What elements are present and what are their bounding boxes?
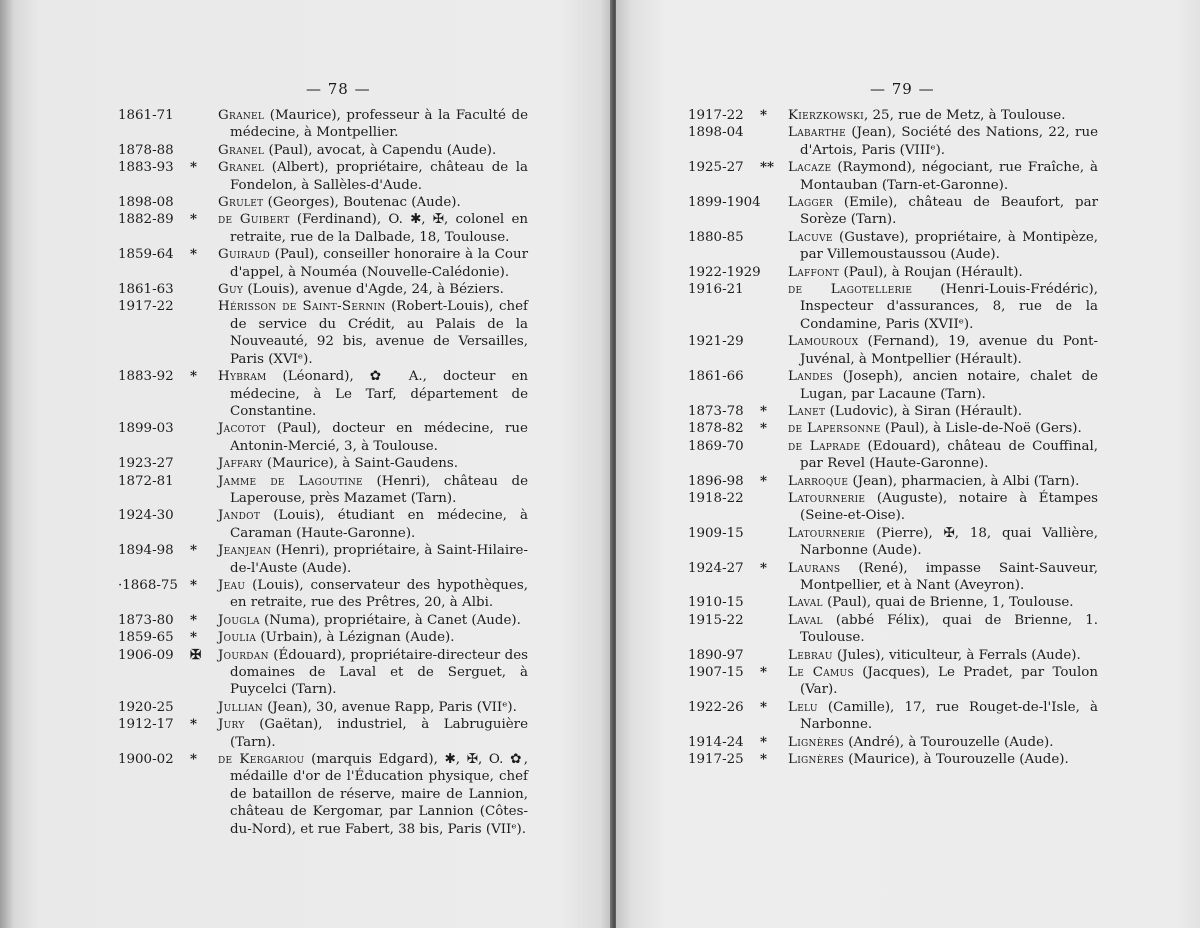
entry-years: 1873-80: [118, 612, 174, 628]
entry-text: [218, 473, 528, 508]
entry-name: de Laprade: [788, 438, 861, 454]
entry-years: 1910-15: [688, 595, 744, 611]
entry-mark: *: [190, 246, 198, 263]
entry-details: (Jean), 30, avenue Rapp, Paris (VIIᵉ).: [262, 699, 517, 715]
entry-mark: *: [760, 751, 768, 768]
entry-years: 1922-26: [688, 699, 744, 715]
entry-mark: ✠: [190, 646, 202, 663]
entry-details: (Ludovic), à Siran (Hérault).: [825, 403, 1022, 419]
entry-name: Lacuve: [788, 229, 833, 245]
entry-name: Granel: [218, 160, 265, 176]
list-item: [688, 525, 1098, 560]
entry-name: Jullian: [218, 699, 263, 715]
entry-years: 1906-09: [118, 647, 174, 663]
entry-mark: *: [190, 542, 198, 559]
entry-years: 1924-30: [118, 508, 174, 524]
list-item: [118, 612, 528, 629]
entry-name: Granel: [218, 108, 265, 123]
entry-mark: *: [760, 733, 768, 750]
entry-years: 1894-98: [118, 543, 174, 559]
entry-text: [788, 264, 1098, 281]
entry-text: [218, 420, 528, 455]
entry-text: [218, 577, 528, 612]
entry-text: [218, 107, 528, 142]
entry-years: 1921-29: [688, 334, 744, 350]
list-item: [688, 647, 1098, 664]
entry-mark: *: [190, 211, 198, 228]
entry-details: (Ferdinand), O. ✱, ✠, colonel en retraite, rue de la Dalbade, 18, Toulouse.: [230, 212, 528, 245]
entry-text: [788, 699, 1098, 734]
right-page: [616, 0, 1200, 928]
list-item: [688, 734, 1098, 751]
list-item: [688, 664, 1098, 699]
entry-name: Lelu: [788, 699, 818, 715]
entry-mark: *: [760, 559, 768, 576]
entry-name: Lamouroux: [788, 334, 859, 350]
entry-mark: *: [760, 472, 768, 489]
entry-details: (Joseph), ancien notaire, chalet de Lugan, par Lacaune (Tarn).: [800, 369, 1098, 402]
entry-years: 1899-03: [118, 421, 174, 437]
entry-text: [788, 612, 1098, 647]
entry-name: de Lagotellerie: [788, 282, 913, 298]
entry-name: Jacotot: [218, 421, 266, 437]
entry-text: [218, 542, 528, 577]
entry-name: Laffont: [788, 264, 840, 280]
entry-name: Jeau: [218, 577, 246, 593]
entry-text: [218, 211, 528, 246]
entry-name: Laval: [788, 612, 823, 628]
entry-name: de Guibert: [218, 212, 290, 228]
entry-name: Jamme de Lagoutine: [218, 473, 363, 489]
entry-text: [218, 246, 528, 281]
entry-years: 1917-22: [118, 299, 174, 315]
entry-name: Le Camus: [788, 665, 854, 680]
entry-text: [788, 438, 1098, 473]
entry-details: (Fernand), 19, avenue du Pont-Juvénal, à Montpellier (Hérault).: [800, 334, 1098, 367]
entry-years: 1880-85: [688, 229, 744, 245]
entry-years: 1917-25: [688, 752, 744, 768]
entry-details: (Robert-Louis), chef de service du Crédit, au Palais de la Nouveauté, 92 bis, avenue de Versailles, Paris (XVIᵉ).: [230, 299, 528, 367]
entry-details: (Léonard), ✿ A., docteur en médecine, à Le Tarf, département de Constantine.: [230, 369, 528, 419]
entry-mark: *: [760, 420, 768, 437]
entry-name: Joulia: [218, 630, 257, 646]
entry-details: (Edouard), château de Couffinal, par Revel (Haute-Garonne).: [800, 438, 1098, 472]
entry-name: Kierzkowski: [788, 108, 865, 123]
entry-details: (Henri-Louis-Frédéric), Inspecteur d'assurances, 8, rue de la Condamine, Paris (XVIIᵉ).: [800, 282, 1099, 332]
list-item: [688, 264, 1098, 281]
entry-text: [218, 507, 528, 542]
entry-mark: *: [190, 629, 198, 646]
entry-name: Granel: [218, 142, 265, 158]
list-item: [118, 107, 528, 142]
entry-mark: *: [190, 611, 198, 628]
entry-mark: *: [760, 664, 768, 680]
entry-years: 1899-1904: [688, 195, 761, 211]
entry-name: Jourdan: [218, 647, 269, 663]
entry-name: Landes: [788, 369, 834, 385]
entry-text: [218, 194, 528, 211]
list-item: [118, 542, 528, 577]
entry-years: 1882-89: [118, 212, 174, 228]
list-item: [688, 107, 1098, 124]
entry-text: [788, 734, 1098, 751]
entry-name: Guiraud: [218, 247, 271, 263]
entry-years: 1918-22: [688, 490, 744, 506]
entry-text: [788, 420, 1098, 437]
entry-details: (Georges), Boutenac (Aude).: [263, 195, 461, 211]
list-item: [688, 438, 1098, 473]
entry-name: Hybram: [218, 369, 267, 385]
list-item: [118, 647, 528, 699]
entry-years: 1873-78: [688, 403, 744, 419]
entry-name: Lacaze: [788, 160, 832, 176]
entry-text: [788, 229, 1098, 264]
entry-details: (Louis), étudiant en médecine, à Caraman (Haute-Garonne).: [230, 508, 528, 541]
entry-name: Lignères: [788, 734, 844, 750]
entry-mark: *: [190, 368, 198, 385]
entry-details: (Urbain), à Lézignan (Aude).: [256, 630, 455, 646]
entry-years: 1896-98: [688, 473, 744, 489]
list-item: [688, 751, 1098, 768]
list-item: [118, 716, 528, 751]
entry-name: Lagger: [788, 195, 833, 211]
entry-name: Labarthe: [788, 125, 846, 141]
entry-text: [218, 142, 528, 159]
entry-text: [788, 525, 1098, 560]
entry-details: (Henri), château de Laperouse, près Mazamet (Tarn).: [230, 473, 528, 506]
entry-text: [788, 368, 1098, 403]
list-item: [688, 368, 1098, 403]
list-item: [118, 455, 528, 472]
list-item: [688, 473, 1098, 490]
entry-name: Jandot: [218, 508, 261, 524]
list-item: [688, 490, 1098, 525]
entry-name: Lanet: [788, 403, 826, 419]
entry-years: 1861-63: [118, 282, 174, 298]
entry-text: [788, 124, 1098, 159]
entry-text: [218, 699, 528, 716]
entry-details: (René), impasse Saint-Sauveur, Montpellier, et à Nant (Aveyron).: [800, 560, 1098, 593]
entry-years: 1923-27: [118, 456, 174, 472]
entry-name: Laurans: [788, 560, 841, 576]
list-item: [688, 159, 1098, 194]
list-item: [118, 368, 528, 420]
entry-details: (Louis), avenue d'Agde, 24, à Béziers.: [243, 282, 504, 298]
entry-details: (Paul), à Roujan (Hérault).: [839, 264, 1023, 280]
entry-years: 1924-27: [688, 560, 744, 576]
entry-text: [788, 560, 1098, 595]
entry-text: [218, 647, 528, 699]
entry-details: (Jules), viticulteur, à Ferrals (Aude).: [832, 647, 1081, 663]
entry-years: 1909-15: [688, 525, 744, 541]
entry-years: 1900-02: [118, 752, 174, 768]
entry-years: 1916-21: [688, 282, 744, 298]
entry-mark: *: [760, 107, 768, 123]
entry-text: [788, 281, 1098, 333]
entry-name: Jaffary: [218, 456, 263, 472]
entry-text: [788, 664, 1098, 699]
entry-years: 1859-64: [118, 247, 174, 263]
list-item: [688, 124, 1098, 159]
entry-details: , 25, rue de Metz, à Toulouse.: [864, 108, 1066, 123]
right-entries-list: [688, 107, 1098, 768]
entry-years: 1925-27: [688, 160, 744, 176]
entry-text: [788, 333, 1098, 368]
list-item: [688, 281, 1098, 333]
entry-text: [788, 194, 1098, 229]
list-item: [688, 229, 1098, 264]
entry-details: (Gaëtan), industriel, à Labruguière (Tarn).: [230, 717, 528, 750]
list-item: [688, 403, 1098, 420]
entry-years: 1898-08: [118, 195, 174, 211]
entry-years: 1878-88: [118, 142, 174, 158]
entry-name: Jeanjean: [218, 543, 272, 559]
entry-text: [218, 751, 528, 838]
list-item: [688, 420, 1098, 437]
entry-years: 1920-25: [118, 699, 174, 715]
entry-text: [218, 159, 528, 194]
entry-name: Latournerie: [788, 490, 866, 506]
list-item: [118, 159, 528, 194]
entry-details: (Maurice), à Saint-Gaudens.: [262, 456, 459, 472]
left-entries-list: [118, 107, 528, 838]
entry-details: (Jacques), Le Pradet, par Toulon (Var).: [800, 665, 1098, 698]
entry-details: (Jean), Société des Nations, 22, rue d'Artois, Paris (VIIIᵉ).: [800, 125, 1098, 158]
list-item: [118, 473, 528, 508]
entry-text: [788, 403, 1098, 420]
entry-name: Grulet: [218, 195, 264, 211]
page-number-left: — 78 —: [306, 80, 371, 98]
entry-name: Hérisson de Saint-Sernin: [218, 299, 386, 315]
entry-details: (Jean), pharmacien, à Albi (Tarn).: [848, 473, 1080, 489]
entry-text: [218, 368, 528, 420]
entry-text: [788, 751, 1098, 768]
list-item: [118, 751, 528, 838]
entry-text: [218, 629, 528, 646]
entry-details: (Gustave), propriétaire, à Montipèze, par Villemoustaussou (Aude).: [800, 229, 1098, 263]
entry-text: [788, 473, 1098, 490]
entry-details: (Paul), quai de Brienne, 1, Toulouse.: [822, 595, 1074, 611]
entry-years: 1861-66: [688, 369, 744, 385]
entry-text: [788, 159, 1098, 194]
entry-details: (Auguste), notaire à Étampes (Seine-et-Oise).: [800, 490, 1098, 524]
entry-details: (Emile), château de Beaufort, par Sorèze (Tarn).: [800, 195, 1098, 228]
entry-name: Lebrau: [788, 647, 833, 663]
entry-mark: *: [760, 402, 768, 419]
entry-text: [788, 647, 1098, 664]
entry-years: 1861-71: [118, 108, 174, 123]
entry-text: [218, 612, 528, 629]
entry-text: [788, 107, 1098, 124]
entry-details: (Maurice), professeur à la Faculté de médecine, à Montpellier.: [230, 108, 528, 141]
entry-years: 1890-97: [688, 647, 744, 663]
list-item: [118, 420, 528, 455]
entry-details: (Louis), conservateur des hypothèques, en retraite, rue des Prêtres, 20, à Albi.: [230, 577, 528, 611]
entry-details: (Paul), à Lisle-de-Noë (Gers).: [880, 421, 1082, 437]
entry-years: 1883-93: [118, 160, 174, 176]
entry-years: 1907-15: [688, 665, 744, 680]
list-item: [688, 612, 1098, 647]
entry-years: 1912-17: [118, 717, 174, 733]
entry-mark: **: [760, 159, 775, 176]
entry-years: 1914-24: [688, 734, 744, 750]
list-item: [688, 333, 1098, 368]
entry-text: [218, 281, 528, 298]
entry-years: 1915-22: [688, 612, 744, 628]
entry-text: [788, 490, 1098, 525]
list-item: [118, 507, 528, 542]
entry-mark: *: [190, 576, 198, 593]
list-item: [688, 194, 1098, 229]
entry-text: [218, 455, 528, 472]
entry-years: 1878-82: [688, 421, 744, 437]
entry-mark: *: [760, 698, 768, 715]
entry-name: Latournerie: [788, 525, 866, 541]
entry-details: (Henri), propriétaire, à Saint-Hilaire-de-l'Auste (Aude).: [230, 543, 528, 576]
list-item: [118, 246, 528, 281]
list-item: [118, 629, 528, 646]
entry-details: (Paul), conseiller honoraire à la Cour d'appel, à Nouméa (Nouvelle-Calédonie).: [230, 247, 528, 280]
entry-details: (Paul), avocat, à Capendu (Aude).: [264, 142, 497, 158]
entry-years: 1872-81: [118, 473, 174, 489]
entry-details: (abbé Félix), quai de Brienne, 1. Toulouse.: [800, 612, 1098, 646]
entry-details: (Raymond), négociant, rue Fraîche, à Montauban (Tarn-et-Garonne).: [800, 160, 1098, 193]
entry-details: (Paul), docteur en médecine, rue Antonin-Mercié, 3, à Toulouse.: [230, 421, 528, 454]
entry-name: Larroque: [788, 473, 849, 489]
entry-details: (Albert), propriétaire, château de la Fondelon, à Sallèles-d'Aude.: [230, 160, 528, 193]
entry-details: (marquis Edgard), ✱, ✠, O. ✿, médaille d'or de l'Éducation physique, chef de bataillon de réserve, maire de Lannion, château de Kergomar, par Lannion (Côtes-du-Nord), et rue Fabert, 38 bis, Paris (VIIᵉ).: [230, 752, 528, 837]
entry-text: [218, 298, 528, 368]
list-item: [688, 594, 1098, 611]
entry-years: 1869-70: [688, 438, 744, 454]
entry-details: (Camille), 17, rue Rouget-de-l'Isle, à Narbonne.: [800, 699, 1098, 733]
entry-name: de Lapersonne: [788, 421, 881, 437]
entry-mark: *: [190, 159, 198, 176]
entry-name: Laval: [788, 595, 823, 611]
entry-name: Jougla: [218, 612, 260, 628]
list-item: [118, 211, 528, 246]
entry-name: de Kergariou: [218, 752, 305, 768]
entry-years: 1898-04: [688, 125, 744, 141]
list-item: [688, 560, 1098, 595]
entry-text: [788, 594, 1098, 611]
list-item: [118, 194, 528, 211]
entry-years: 1883-92: [118, 369, 174, 385]
list-item: [118, 142, 528, 159]
entry-details: (Pierre), ✠, 18, quai Vallière, Narbonne (Aude).: [800, 525, 1098, 559]
entry-years: ·1868-75: [118, 577, 178, 593]
entry-details: (Numa), propriétaire, à Canet (Aude).: [259, 612, 521, 628]
entry-years: 1922-1929: [688, 264, 761, 280]
entry-text: [218, 716, 528, 751]
entry-name: Jury: [218, 717, 245, 733]
entry-name: Lignères: [788, 752, 844, 768]
entry-years: 1917-22: [688, 108, 744, 123]
list-item: [118, 298, 528, 368]
list-item: [118, 577, 528, 612]
list-item: [118, 281, 528, 298]
entry-name: Guy: [218, 282, 244, 298]
entry-years: 1859-65: [118, 630, 174, 646]
list-item: [688, 699, 1098, 734]
entry-mark: *: [190, 751, 198, 768]
list-item: [118, 699, 528, 716]
page-number-right: — 79 —: [870, 80, 935, 98]
entry-details: (André), à Tourouzelle (Aude).: [844, 734, 1054, 750]
entry-details: (Édouard), propriétaire-directeur des domaines de Laval et de Serguet, à Puycelci (Tarn).: [230, 647, 528, 698]
entry-details: (Maurice), à Tourouzelle (Aude).: [844, 752, 1069, 768]
entry-mark: *: [190, 716, 198, 733]
